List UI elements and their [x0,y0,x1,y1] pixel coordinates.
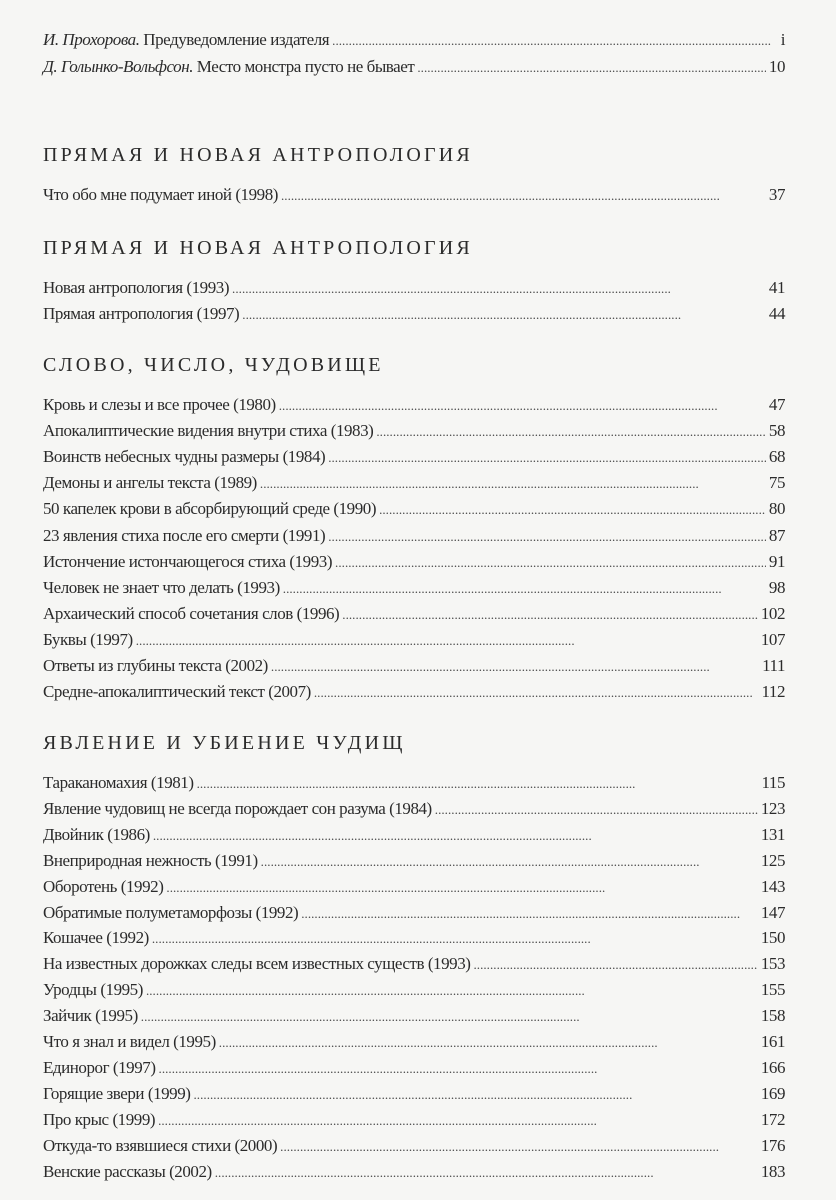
page-number: 112 [761,682,785,702]
section-heading: ЯВЛЕНИЕ И УБИЕНИЕ ЧУДИЩ [43,732,406,754]
toc-entry [43,1056,785,1080]
page-number: 169 [760,1083,785,1103]
dot-leader [435,798,758,822]
toc-entry [43,445,785,469]
toc-entry [43,628,785,652]
entry-title: 50 капелек крови в абсорбирующий среде (1990) [43,499,377,519]
entry-title: Демоны и ангелы текста (1989) [43,473,257,493]
page-number: 44 [768,304,785,323]
dot-leader [473,953,757,977]
entry-title: Прямая антропология (1997) [43,304,240,323]
toc-entry [43,302,785,326]
entry-title: Явление чудовищ не всегда порождает сон разума (1984) [43,798,432,818]
dot-leader [279,394,766,418]
entry-title: Средне-апокалиптический текст (2007) [43,682,311,702]
dot-leader [152,927,758,951]
entry-title: Тараканомахия (1981) [43,773,194,792]
toc-entry [43,654,785,678]
dot-leader [242,303,766,327]
entry-title-text: Предуведомление издателя [139,30,330,49]
entry-title: Новая антропология (1993) [43,278,230,297]
toc-entry [43,393,785,417]
page-number: 37 [768,185,785,204]
toc-entry [43,797,785,821]
toc-entry [43,55,785,79]
toc-entry [43,497,785,521]
dot-leader [158,1109,758,1133]
dot-leader [332,29,778,53]
entry-title: Кровь и слезы и все прочее (1980) [43,395,276,414]
dot-leader [342,603,758,627]
dot-leader [417,56,766,80]
page-number: 111 [762,656,785,675]
entry-title: Откуда-то взявшиеся стихи (2000) [43,1135,278,1155]
toc-entry [43,576,785,600]
page-number: 98 [768,577,785,597]
entry-author: Д. Голынко-Вольфсон. [43,57,193,76]
page-number: 161 [760,1032,785,1051]
page-number: 143 [760,876,785,896]
entry-title: Венские рассказы (2002) [43,1161,212,1181]
page-number: 155 [760,980,785,1000]
dot-leader [379,498,766,522]
toc-entry [43,419,785,443]
entry-title: Уродцы (1995) [43,980,143,1000]
toc-entry [43,1108,785,1132]
entry-author: И. Прохорова. [43,30,140,49]
entry-title: Что я знал и видел (1995) [43,1032,216,1051]
page-number: 102 [760,603,785,623]
entry-title: Что обо мне подумает иной (1998) [43,185,278,204]
dot-leader [335,551,766,575]
entry-title: 23 явления стиха после его смерти (1991) [43,525,326,545]
page-number: 176 [760,1135,785,1155]
dot-leader [271,655,759,679]
page-number: 47 [768,395,785,414]
page-number: 115 [761,773,785,792]
entry-title [43,28,329,52]
toc-entry [43,1134,785,1158]
page-number: 68 [768,447,785,467]
page-number: 75 [768,473,785,493]
toc-entry [43,952,785,976]
dot-leader [232,277,766,301]
entry-title: Зайчик (1995) [43,1006,138,1026]
dot-leader [280,1135,758,1159]
dot-leader [301,902,758,926]
dot-leader [153,824,758,848]
page-number: 125 [760,850,785,870]
entry-title: Единорог (1997) [43,1057,156,1077]
dot-leader [261,850,758,874]
dot-leader [328,446,766,470]
toc-entry [43,276,785,300]
toc-entry [43,183,785,207]
page-number: 147 [760,902,785,922]
toc-entry [43,602,785,626]
section-heading: ПРЯМАЯ И НОВАЯ АНТРОПОЛОГИЯ [43,237,473,259]
dot-leader [281,184,766,208]
dot-leader [376,420,766,444]
dot-leader [314,681,759,705]
toc-entry [43,28,785,52]
toc-entry [43,680,785,704]
section-heading: ПРЯМАЯ И НОВАЯ АНТРОПОЛОГИЯ [43,144,473,166]
entry-title: Оборотень (1992) [43,876,164,896]
toc-entry [43,550,785,574]
page-number: 123 [760,798,785,818]
toc-entry [43,1030,785,1054]
entry-title: Истончение истончающегося стиха (1993) [43,551,333,571]
entry-title: Двойник (1986) [43,824,150,844]
entry-title: Воинств небесных чудны размеры (1984) [43,447,326,467]
entry-title: Обратимые полуметаморфозы (1992) [43,902,299,922]
toc-entry [43,978,785,1002]
dot-leader [283,577,766,601]
toc-entry [43,849,785,873]
page-number: 158 [760,1006,785,1026]
entry-title: Кошачее (1992) [43,928,149,948]
dot-leader [141,1005,758,1029]
page-number: 150 [760,928,785,948]
entry-title: Внеприродная нежность (1991) [43,850,258,870]
toc-entry [43,1004,785,1028]
page-number: 107 [760,629,785,649]
toc-entry [43,1160,785,1184]
page-number: 131 [760,824,785,844]
toc-entry [43,823,785,847]
page-number: 91 [768,551,785,571]
toc-entry [43,901,785,925]
page-number: 183 [760,1161,785,1181]
page-number: 166 [760,1057,785,1077]
page-number: 10 [768,57,785,76]
toc-entry [43,875,785,899]
page-number: 153 [760,954,785,974]
page-number: 41 [768,278,785,297]
dot-leader [136,629,758,653]
dot-leader [197,772,759,796]
page-number: 87 [768,525,785,545]
dot-leader [219,1031,758,1055]
entry-title: Архаический способ сочетания слов (1996) [43,603,340,623]
entry-title: Человек не знает что делать (1993) [43,577,280,597]
dot-leader [328,525,766,549]
dot-leader [215,1161,758,1185]
entry-title-text: Место монстра пусто не бывает [193,57,415,76]
section-heading: СЛОВО, ЧИСЛО, ЧУДОВИЩЕ [43,354,384,376]
dot-leader [166,876,757,900]
toc-entry [43,771,785,795]
page-number: 80 [768,499,785,519]
dot-leader [194,1083,758,1107]
entry-title [43,55,414,79]
toc-entry [43,926,785,950]
entry-title: Про крыс (1999) [43,1109,156,1129]
toc-entry [43,471,785,495]
page-number: i [780,30,785,49]
toc-entry [43,524,785,548]
dot-leader [260,472,766,496]
dot-leader [146,979,758,1003]
entry-title: Ответы из глубины текста (2002) [43,656,268,675]
page-number: 172 [760,1109,785,1129]
entry-title: Буквы (1997) [43,629,133,649]
toc-entry [43,1082,785,1106]
page-number: 58 [768,421,785,441]
entry-title: Горящие звери (1999) [43,1083,191,1103]
entry-title: На известных дорожках следы всем известных существ (1993) [43,954,471,974]
dot-leader [159,1057,758,1081]
entry-title: Апокалиптические видения внутри стиха (1983) [43,421,374,441]
